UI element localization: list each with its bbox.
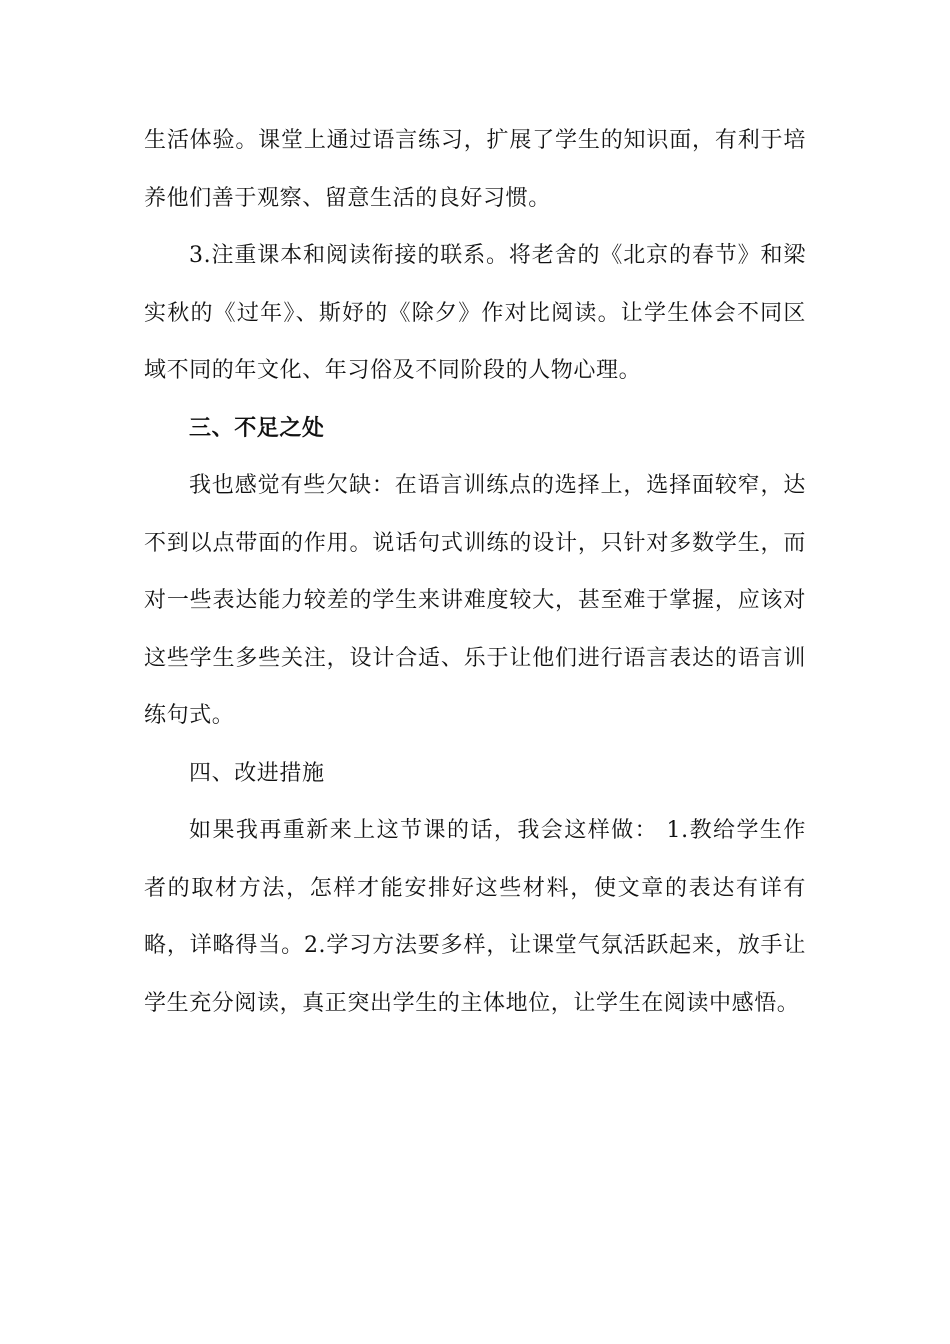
section-heading-shortcomings: 三、不足之处 (189, 414, 325, 441)
document-body (144, 112, 806, 1032)
paragraph-shortcomings: 我也感觉有些欠缺：在语言训练点的选择上，选择面较窄，达不到以点带面的作用。说话句式训练的设计，只针对多数学生，而对一些表达能力较差的学生来讲难度较大，甚至难于掌握，应该对这些学生多些关注，设计合适、乐于让他们进行语言表达的语言训练句式。 (144, 473, 806, 728)
continued-paragraph: 生活体验。课堂上通过语言练习，扩展了学生的知识面，有利于培养他们善于观察、留意生活的良好习惯。 (144, 128, 806, 211)
paragraph-improvements: 如果我再重新来上这节课的话，我会这样做： 1.教给学生作者的取材方法，怎样才能安排好这些材料，使文章的表达有详有略，详略得当。2.学习方法要多样，让课堂气氛活跃起来，放手让学生充分阅读，真正突出学生的主体地位，让学生在阅读中感悟。 (144, 818, 806, 1016)
paragraph-point-3: 3.注重课本和阅读衔接的联系。将老舍的《北京的春节》和梁实秋的《过年》、斯妤的《除夕》作对比阅读。让学生体会不同区域不同的年文化、年习俗及不同阶段的人物心理。 (144, 243, 806, 383)
section-heading-improvements: 四、改进措施 (189, 760, 325, 786)
